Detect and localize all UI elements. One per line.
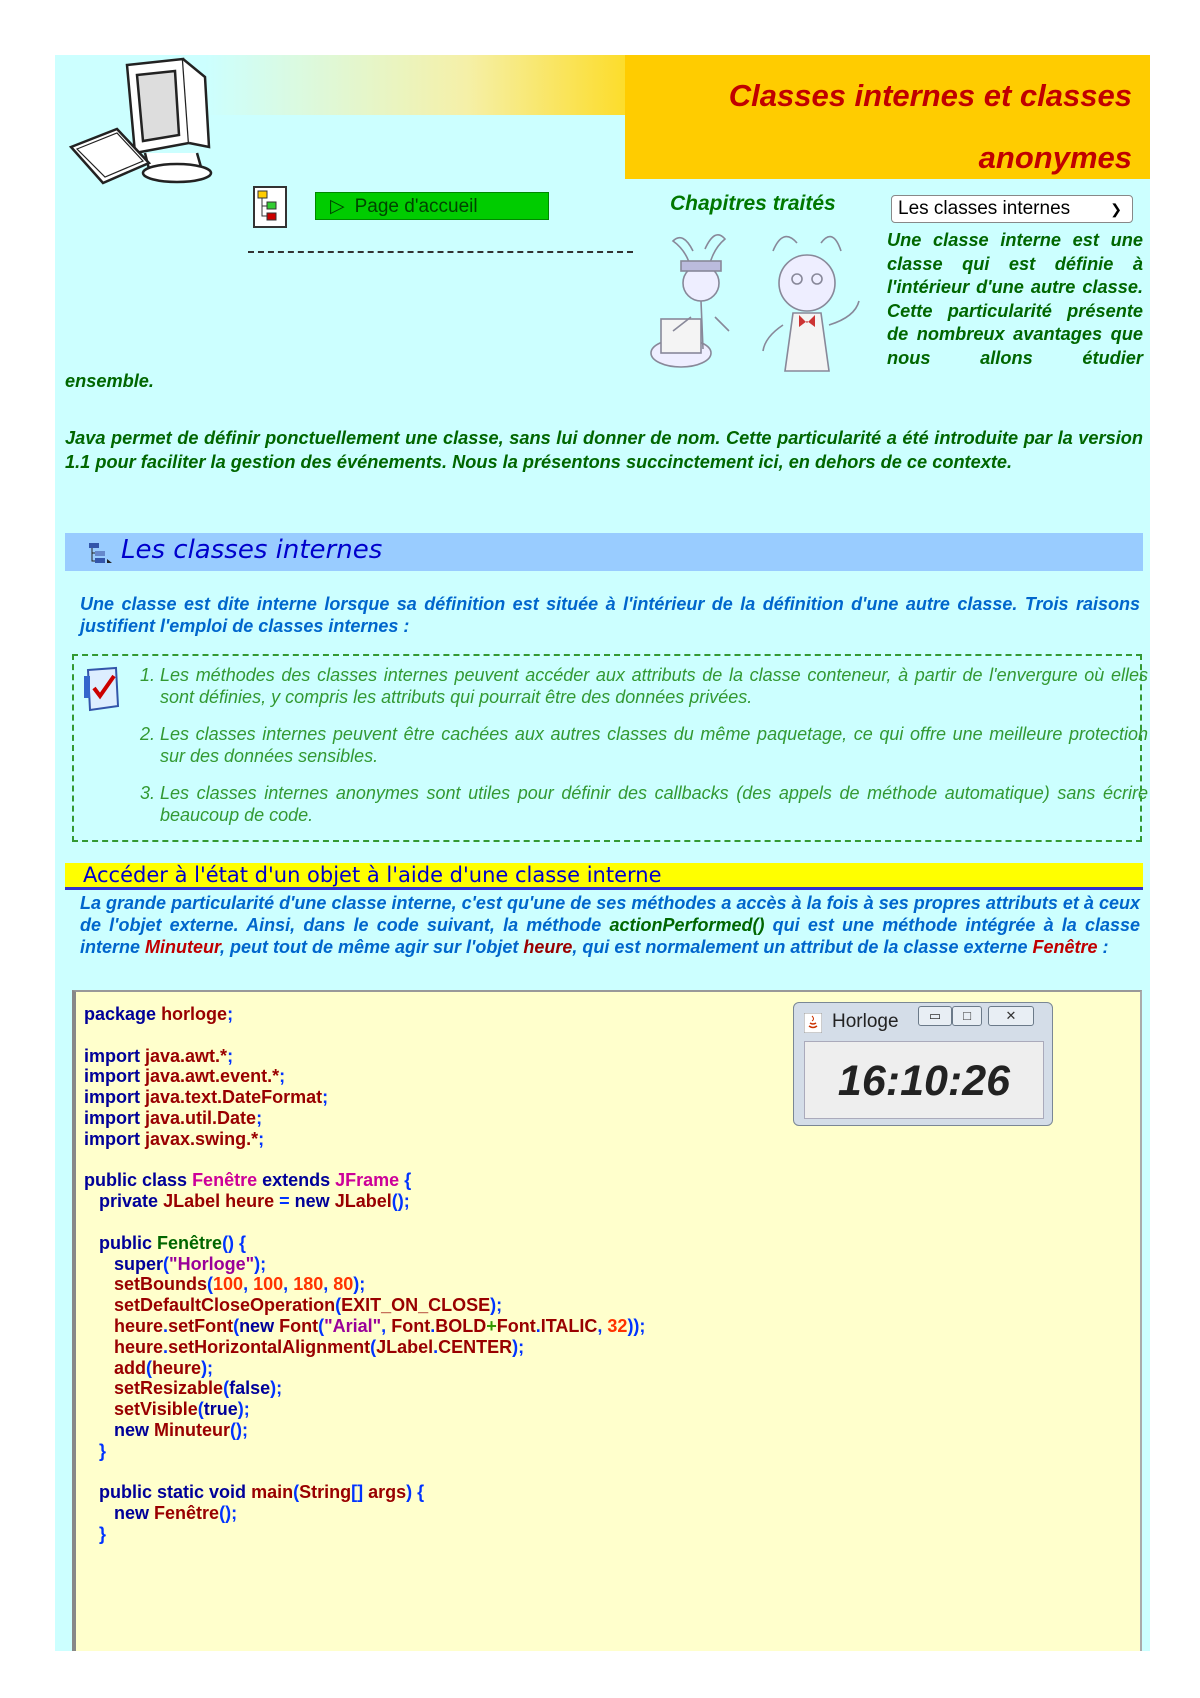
page — [55, 55, 1150, 1651]
subsection-header — [65, 863, 1143, 890]
intro-paragraph: Une classe interne est une classe qui est définie à l'intérieur d'une autre classe. Cette particularité présente de nombreux avantages que nous allons étudier ensemble. — [65, 230, 1143, 391]
section-intro: Une classe est dite interne lorsque sa définition est située à l'intérieur de la définition d'une autre classe. Trois raisons justifient l'emploi de classes internes : — [80, 594, 1140, 636]
clock-time: 16:10:26 — [837, 1057, 1011, 1105]
subsection-title: Accéder à l'état d'un objet à l'aide d'une classe interne — [83, 863, 662, 887]
clock-display — [804, 1041, 1044, 1119]
chapters-select[interactable] — [891, 195, 1133, 223]
sitemap-icon[interactable] — [253, 186, 287, 228]
maximize-button[interactable]: □ — [952, 1006, 982, 1026]
section-title: Les classes internes — [121, 535, 383, 565]
inner-class-name: Minuteur — [145, 937, 221, 957]
home-button-label: Page d'accueil — [354, 196, 478, 217]
close-button[interactable]: ✕ — [988, 1006, 1034, 1026]
minimize-button[interactable]: ▭ — [918, 1006, 952, 1026]
page-title: Classes internes et classes anonymes — [728, 78, 1132, 175]
home-button[interactable] — [315, 192, 549, 220]
list-item: 1. Les méthodes des classes internes peuvent accéder aux attributs de la classe conteneur, à partir de l'envergure où elles sont définies, y compris les attributs qui pourrait être des données privées. — [160, 664, 1148, 708]
horloge-title: Horloge — [832, 1011, 899, 1032]
intro-paragraph-2: Java permet de définir ponctuellement une classe, sans lui donner de nom. Cette particularité a été introduite par la version 1.1 pour faciliter la gestion des événements. Nous la présentons succinctement ici, en dehors de ce contexte. — [65, 428, 1143, 472]
object-name: heure — [523, 937, 573, 957]
method-name: actionPerformed() — [609, 915, 765, 935]
play-icon: ▷ — [330, 196, 345, 217]
outer-class-name: Fenêtre — [1032, 937, 1098, 957]
tree-icon — [87, 541, 113, 565]
subsection-text: La grande particularité d'une classe interne, c'est qu'une de ses méthodes a accès à la fois à ses propres attributs et à ceux de l'objet externe. Ainsi, dans le code suivant, la méthode actionPerformed() qui est une méthode intégrée à la classe interne Minuteur, peut tout de même agir sur l'objet heure, qui est normalement un attribut de la classe externe Fenêtre : — [80, 893, 1140, 957]
checklist-icon — [82, 666, 120, 712]
reasons-box — [72, 654, 1148, 842]
title-box — [625, 55, 1150, 179]
code-block — [72, 990, 1142, 1651]
chapters-select-value: Les classes internes — [898, 198, 1071, 219]
horloge-window — [793, 1002, 1053, 1126]
code-listing: package horloge; import java.awt.*; import java.awt.event.*; import java.text.DateFormat; import java.util.Date; import javax.swing.*; public class Fenêtre extends JFrame { private JLabel heure = new JLabel(); public Fenêtre() { super("Horloge"); setBounds(100, 100, 180, 80); setDefaultCloseOperation(EXIT_ON_CLOSE); heure.setFont(new Font("Arial", Font.BOLD+Font.ITALIC, 32)); heure.setHorizontalAlignment(JLabel.CENTER); add(heure); setResizable(false); setVisible(true); new Minuteur(); } public static void main(String[] args) { new Fenêtre(); } — [84, 1004, 646, 1544]
window-controls — [918, 1006, 1046, 1028]
list-item: 3. Les classes internes anonymes sont utiles pour définir des callbacks (des appels de méthode automatique) sans écrire beaucoup de code. — [160, 782, 1148, 826]
section-header — [65, 533, 1143, 571]
computer-illustration — [65, 57, 225, 192]
reasons-list — [134, 664, 1148, 841]
header-gradient — [205, 55, 680, 115]
list-item: 2. Les classes internes peuvent être cachées aux autres classes du même paquetage, ce qui offre une meilleure protection sur des données sensibles. — [160, 723, 1148, 767]
java-icon — [804, 1013, 822, 1033]
chapters-label: Chapitres traités — [670, 192, 836, 215]
chevron-down-icon: ❯ — [1110, 201, 1122, 217]
